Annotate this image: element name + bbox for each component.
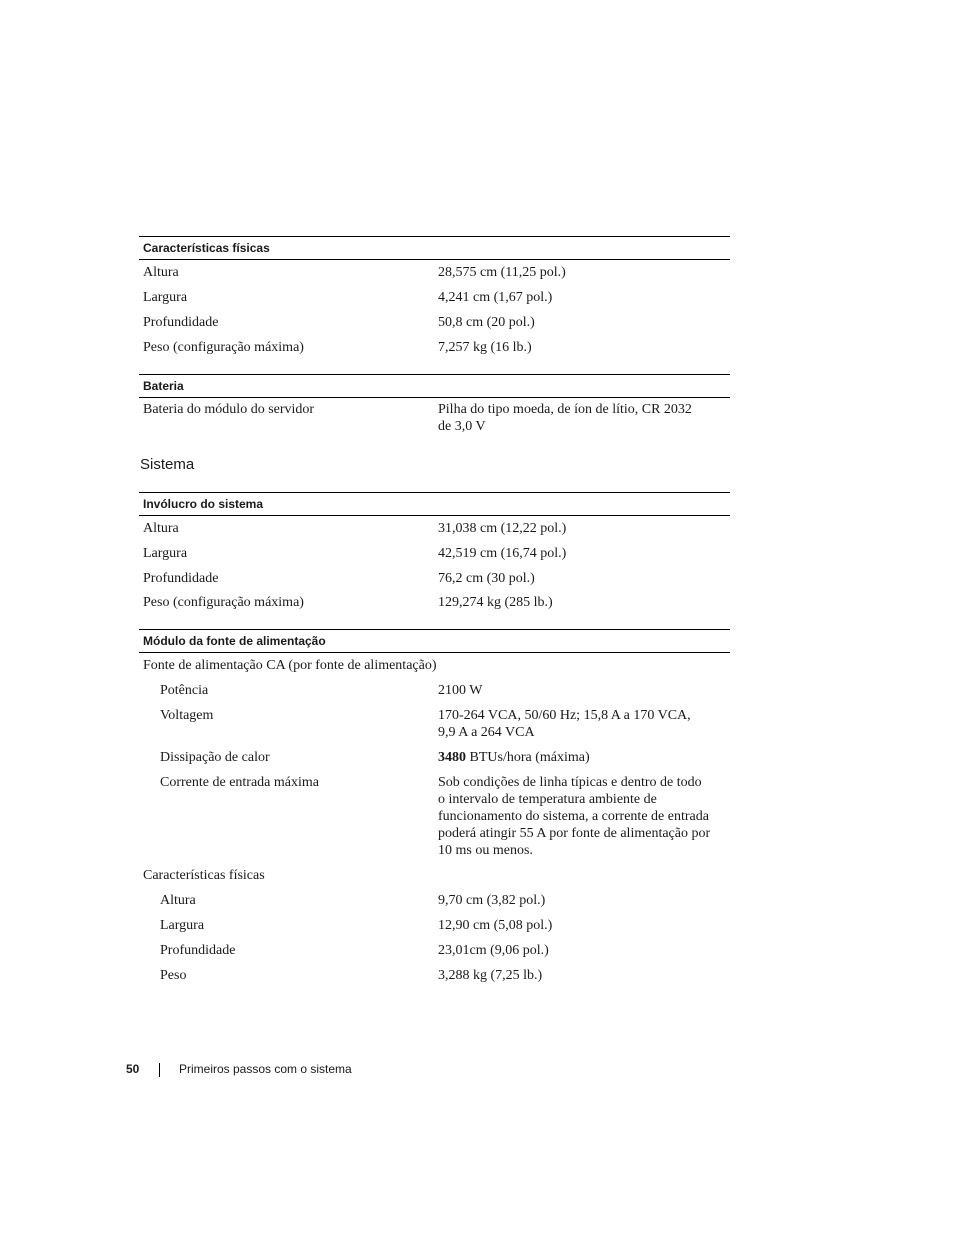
value-line: Pilha do tipo moeda, de íon de lítio, CR 2032 (438, 402, 692, 417)
row-label: Largura (160, 918, 205, 933)
row-label: Corrente de entrada máxima (160, 775, 319, 790)
physical-table (139, 236, 730, 355)
row-label: Peso (configuração máxima) (143, 340, 304, 355)
row-value (438, 749, 723, 766)
subheading-ac: Fonte de alimentação CA (por fonte de alimentação) (143, 658, 437, 673)
row-label: Profundidade (143, 571, 219, 586)
page-number: 50 (126, 1062, 140, 1076)
value-rest: BTUs/hora (máxima) (466, 750, 590, 765)
footer-title: Primeiros passos com o sistema (179, 1062, 352, 1076)
value-line: 10 ms ou menos. (438, 843, 533, 858)
row-label: Altura (143, 265, 179, 280)
battery-table (139, 374, 730, 434)
row-value: 7,257 kg (16 lb.) (438, 340, 532, 355)
value-line: 9,9 A a 264 VCA (438, 725, 535, 740)
row-value: 76,2 cm (30 pol.) (438, 571, 535, 586)
subheading-physical: Características físicas (143, 868, 265, 883)
row-value: 28,575 cm (11,25 pol.) (438, 265, 566, 280)
row-value (438, 707, 723, 741)
section-heading-sistema: Sistema (140, 456, 195, 473)
row-value: 23,01cm (9,06 pol.) (438, 943, 549, 958)
value-line: 170-264 VCA, 50/60 Hz; 15,8 A a 170 VCA, (438, 708, 691, 723)
value-line: Sob condições de linha típicas e dentro de todo (438, 775, 702, 790)
value-line: poderá atingir 55 A por fonte de alimentação por (438, 826, 711, 841)
enclosure-table-header: Invólucro do sistema (139, 492, 730, 516)
row-label: Profundidade (143, 315, 219, 330)
enclosure-table (139, 492, 730, 610)
value-line: o intervalo de temperatura ambiente de (438, 792, 657, 807)
row-label: Largura (143, 546, 188, 561)
row-label: Largura (143, 290, 188, 305)
value-line: de 3,0 V (438, 419, 486, 434)
row-label: Bateria do módulo do servidor (143, 402, 315, 417)
row-label: Peso (160, 968, 187, 983)
row-value: 4,241 cm (1,67 pol.) (438, 290, 553, 305)
row-value: 42,519 cm (16,74 pol.) (438, 546, 567, 561)
row-label: Altura (143, 521, 179, 536)
row-value (438, 774, 723, 859)
row-label: Altura (160, 893, 196, 908)
row-label: Dissipação de calor (160, 750, 270, 765)
footer-divider (159, 1063, 160, 1077)
row-label: Voltagem (160, 708, 214, 723)
row-value: 50,8 cm (20 pol.) (438, 315, 535, 330)
battery-table-header: Bateria (139, 374, 730, 398)
row-value: 2100 W (438, 683, 483, 698)
value-line: funcionamento do sistema, a corrente de entrada (438, 809, 709, 824)
row-value (438, 401, 723, 435)
psu-table-header: Módulo da fonte de alimentação (139, 629, 730, 653)
row-label: Peso (configuração máxima) (143, 595, 304, 610)
row-label: Profundidade (160, 943, 236, 958)
row-value: 3,288 kg (7,25 lb.) (438, 968, 543, 983)
row-value: 12,90 cm (5,08 pol.) (438, 918, 553, 933)
row-value: 129,274 kg (285 lb.) (438, 595, 553, 610)
physical-table-header: Características físicas (139, 236, 730, 260)
value-number: 3480 (438, 750, 466, 765)
psu-table (139, 629, 730, 983)
row-label: Potência (160, 683, 209, 698)
row-value: 9,70 cm (3,82 pol.) (438, 893, 546, 908)
row-value: 31,038 cm (12,22 pol.) (438, 521, 567, 536)
